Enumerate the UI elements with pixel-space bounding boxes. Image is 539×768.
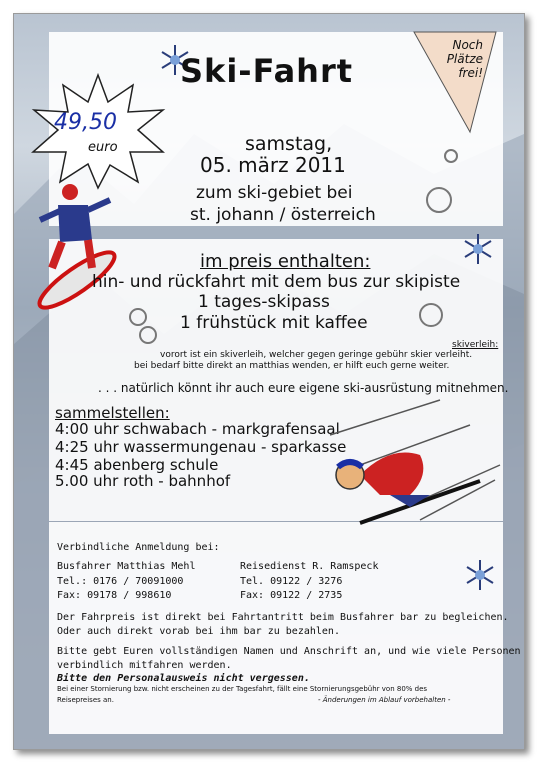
snowflake-icon (465, 558, 495, 592)
passport-reminder: Bitte den Personalausweis nicht vergessen. (57, 673, 310, 684)
contact-right-line: Fax: 09122 / 2735 (240, 590, 343, 601)
contact-left-line: Tel.: 0176 / 70091000 (57, 576, 184, 587)
pickup-heading: sammelstellen: (55, 404, 170, 422)
contact-right-line: Tel. 09122 / 3276 (240, 576, 343, 587)
snowflake-icon (463, 232, 493, 266)
names-text: Bitte gebt Euren vollständigen Namen und Anschrift an, und wie viele Personen (57, 646, 521, 657)
included-heading: im preis enthalten: (200, 251, 371, 272)
payment-text: Oder auch direkt vorab bei ihm bar zu bezahlen. (57, 626, 340, 637)
skier-illustration (320, 395, 505, 530)
note-line: frei! (458, 66, 483, 80)
flyer-title: Ski-Fahrt (180, 52, 354, 90)
price-currency: euro (88, 140, 118, 155)
contact-left-line: Fax: 09178 / 998610 (57, 590, 172, 601)
places-free-note (425, 38, 483, 80)
contact-right-line: Reisedienst R. Ramspeck (240, 561, 379, 572)
included-item: 1 tages-skipass (198, 292, 330, 312)
payment-text: Der Fahrpreis ist direkt bei Fahrtantritt beim Busfahrer bar zu begleichen. (57, 612, 509, 623)
included-item: hin- und rückfahrt mit dem bus zur skipiste (92, 272, 461, 292)
note-line: Plätze (446, 52, 483, 66)
destination-line: zum ski-gebiet bei (196, 183, 353, 203)
included-item: 1 frühstück mit kaffee (180, 313, 368, 333)
note-line: Noch (452, 38, 483, 52)
bubble-decoration (126, 305, 162, 347)
cancellation-text: Reisepreises an. (57, 696, 114, 704)
pickup-item: 4:45 abenberg schule (55, 456, 219, 474)
bubble-decoration (425, 148, 465, 220)
destination-line: st. johann / österreich (190, 205, 376, 225)
names-text: verbindlich mitfahren werden. (57, 660, 232, 671)
bubble-decoration (416, 300, 446, 330)
snowboarder-illustration (30, 180, 125, 315)
changes-notice: - Änderungen im Ablauf vorbehalten - (318, 696, 451, 704)
registration-heading: Verbindliche Anmeldung bei: (57, 542, 220, 553)
contact-left-line: Busfahrer Matthias Mehl (57, 561, 196, 572)
date-full: 05. märz 2011 (200, 153, 346, 177)
own-equipment-text: . . . natürlich könnt ihr auch eure eigene ski-ausrüstung mitnehmen. (98, 381, 509, 395)
price-value: 49,50 (54, 110, 117, 135)
cancellation-text: Bei einer Stornierung bzw. nicht erscheinen zu der Tagesfahrt, fällt eine Stornierungsgebühr von 80% des (57, 685, 428, 693)
rental-heading: skiverleih: (452, 340, 499, 350)
date-weekday: samstag, (245, 133, 333, 155)
pickup-item: 5.00 uhr roth - bahnhof (55, 472, 231, 490)
rental-text: vorort ist ein skiverleih, welcher gegen geringe gebühr skier verleiht. (160, 350, 473, 360)
pickup-item: 4:25 uhr wassermungenau - sparkasse (55, 438, 347, 456)
rental-text: bei bedarf bitte direkt an matthias wenden, er hilft euch gerne weiter. (134, 361, 450, 371)
pickup-item: 4:00 uhr schwabach - markgrafensaal (55, 420, 340, 438)
